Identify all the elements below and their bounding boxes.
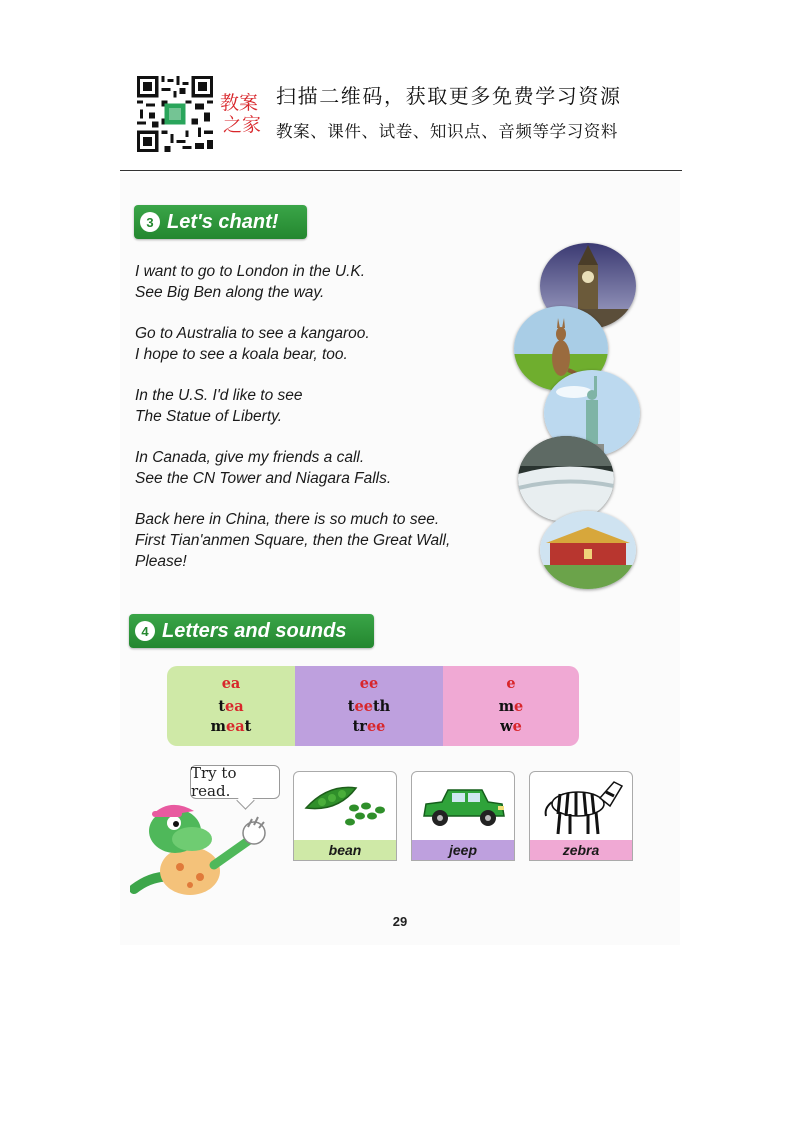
chant-line: In Canada, give my friends a call. [135,449,365,466]
sound-head: ee [359,675,379,692]
chant-stanza [135,447,495,489]
qr-code-icon [137,76,213,152]
logo-line-1: 教案 [220,92,259,114]
page-number: 29 [392,914,408,929]
section-4-banner [129,614,374,648]
word-label: jeep [412,840,514,860]
example-word: teeth [347,698,391,715]
chant-line: See the CN Tower and Niagara Falls. [135,470,392,487]
dinosaur-mascot-icon [130,785,280,897]
chant-text [135,261,495,592]
chant-stanza [135,323,495,365]
sound-column-e [443,666,579,746]
chant-line: I hope to see a koala bear, too. [135,346,348,363]
example-word: tea [218,698,244,715]
word-label: zebra [530,840,632,860]
green-car-icon [412,772,514,838]
word-card-zebra [529,771,633,861]
speech-bubble: Try to read. [190,765,280,799]
example-word: we [500,718,522,735]
word-card-bean [293,771,397,861]
example-word: me [498,698,524,715]
letters-sounds-table [167,666,579,746]
textbook-page [120,173,680,945]
header-resources-line: 教案、课件、试卷、知识点、音频等学习资料 [276,122,618,141]
example-word: meat [210,718,252,735]
chant-line: Go to Australia to see a kangaroo. [135,325,370,342]
bean-pod-icon [294,772,396,838]
tiananmen-photo [540,511,636,589]
logo-line-2: 之家 [223,114,262,136]
example-word: tree [352,718,386,735]
chant-line: The Statue of Liberty. [135,408,283,425]
chant-line: Back here in China, there is so much to see. [135,511,440,528]
section-3-number: 3 [140,212,160,232]
sound-column-ee [295,666,443,746]
word-card-jeep [411,771,515,861]
header-promo-line: 扫描二维码，获取更多免费学习资源 [276,84,622,108]
section-4-title: Letters and sounds [162,619,347,642]
chant-stanza [135,385,495,427]
chant-line: In the U.S. I'd like to see [135,387,303,404]
niagara-falls-photo [518,436,614,522]
word-label: bean [294,840,396,860]
zebra-icon [530,772,632,838]
section-3-title: Let's chant! [167,210,279,233]
sound-head: e [506,675,516,692]
chant-line: Please! [135,553,187,570]
chant-stanza [135,509,495,572]
logo [220,92,270,136]
header-divider [120,170,682,171]
section-3-banner [134,205,307,239]
chant-line: First Tian'anmen Square, then the Great Wall, [135,532,451,549]
sound-column-ea [167,666,295,746]
sound-head: ea [221,675,241,692]
chant-stanza [135,261,495,303]
section-4-number: 4 [135,621,155,641]
chant-line: See Big Ben along the way. [135,284,325,301]
chant-line: I want to go to London in the U.K. [135,263,366,280]
